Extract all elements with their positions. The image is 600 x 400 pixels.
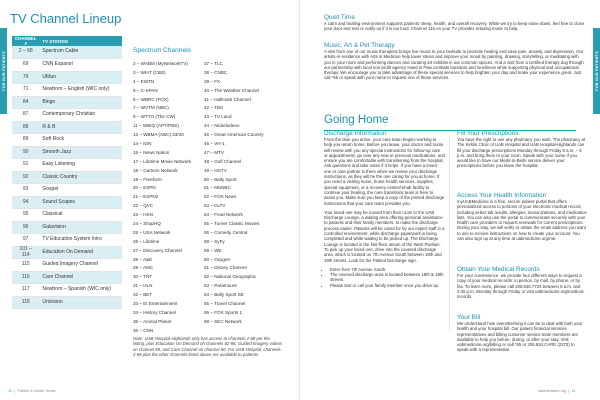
spectrum-channel: 7 – WVTM (NBC) xyxy=(133,105,169,111)
spectrum-channel: 14 – ION xyxy=(133,141,152,147)
table-row xyxy=(12,109,122,122)
table-row xyxy=(12,71,122,84)
spectrum-channel: 55 – Turner Classic Movies xyxy=(204,221,260,227)
table-row xyxy=(12,234,122,247)
spectrum-channel: 68 – SEC Network xyxy=(204,318,242,324)
list-item: • Please text or call your family member once you drive up. xyxy=(330,283,445,288)
table-row xyxy=(12,196,122,209)
station-name: Care Channel xyxy=(39,271,122,284)
spectrum-channel: 25 – USA Network xyxy=(133,229,171,235)
channel-number: 69 xyxy=(12,59,39,72)
side-tab-label: FOR OUR PATIENTS xyxy=(1,51,6,91)
spectrum-channel: 18 – Cartoon Network xyxy=(133,167,178,173)
spectrum-channel: 34 – History Channel xyxy=(133,309,176,315)
spectrum-heading: Spectrum Channels xyxy=(133,47,191,54)
spectrum-channel: 27 – Discovery Channel xyxy=(133,247,182,253)
station-name: Classical xyxy=(39,209,122,222)
health-info-text: myUABMedicine is a free, secure patient portal that offers personalized access to portions of your electronic medical record, including select lab results, allergies, immunizations, and medication lists. You can also use the portal to communicate securely with your health care providers or request renewals for current prescriptions. During your stay, we will verify or obtain the email address you want to use to receive instructions on how to create your account. You can also sign up at any time at uabmedicine.org/me. xyxy=(457,199,587,242)
spectrum-channel: 45 – Great American Country xyxy=(204,132,264,138)
quiet-time-heading: Quiet Time xyxy=(324,14,355,21)
spectrum-channel: 29 – AMC xyxy=(133,265,154,271)
spectrum-channel: 58 – SyFy xyxy=(204,238,225,244)
spectrum-channel: 64 – Bally Sport SE xyxy=(204,292,244,298)
column-divider xyxy=(449,135,450,331)
spectrum-channel: 61 – Disney Channel xyxy=(204,265,247,271)
spectrum-channel: 59 – WE xyxy=(204,247,222,253)
bill-section xyxy=(457,314,587,353)
station-name: Soft Rock xyxy=(39,134,122,147)
spectrum-channel: 6 – WBRC (FOX) xyxy=(133,96,169,102)
records-text: For your convenience, we provide four different ways to request a copy of your medical records: in person, by mail, by phone, or by fax. To learn more, please call 205.930.7724 between 8 a.m. and 4:30 p.m. Monday through Friday or visit uabmedicine.org/medical-records. xyxy=(457,273,585,300)
channel-number: 96 xyxy=(12,221,39,234)
channel-table xyxy=(12,36,122,309)
records-section xyxy=(457,266,587,299)
spectrum-channel: 47 – MTV xyxy=(204,149,224,155)
list-item: • Enter from 7th Avenue South. xyxy=(330,267,445,272)
spectrum-channel: 24 – ShopHQ xyxy=(133,221,161,227)
channel-number: 88 xyxy=(12,121,39,134)
table-row xyxy=(12,259,122,272)
channel-number: 93 xyxy=(12,184,39,197)
quiet-time-section xyxy=(324,14,586,32)
discharge-heading: Discharge Information xyxy=(324,130,387,137)
spectrum-channel: 17 – Lifetime Movie Network xyxy=(133,158,191,164)
music-therapy-text: A visit from one of our music therapists brings live music to your bedside to promote healing and ease pain, anxiety, and depression. Our artists-in-residence with Arts in Medicine help lower stress and improve your mood by painting, drawing, storytelling, or meditating with you in your room and performing dances and curating art exhibits in our common spaces. And a visit from a certified therapy dog through our partnership with local non-profit agency Hand in Paw combats boredom and loneliness while supporting physical and occupational therapy. We encourage you to take advantage of these special services to help brighten your day and make your experience great. Just call *55 or speak with your nurse to request one of these services. xyxy=(324,49,584,81)
spectrum-channel: 11 – WBIQ (APT/PBS) xyxy=(133,123,179,129)
spectrum-channel: 26 – Lifetime xyxy=(133,238,160,244)
channel-number: 97 xyxy=(12,234,39,247)
station-name: UMao xyxy=(39,71,122,84)
spectrum-channel: 23 – HSN xyxy=(133,212,153,218)
spectrum-channel: 13 – WBMA (ABC) 33/40 xyxy=(133,132,184,138)
health-info-section xyxy=(457,192,587,241)
left-footer: 10 | Patient & Visitor Guide xyxy=(8,389,56,393)
channel-number: 95 xyxy=(12,209,39,222)
spectrum-channel: 56 – Comedy Central xyxy=(204,229,248,235)
channel-number: 71 xyxy=(12,84,39,97)
spectrum-channel: 62 – National Geographic xyxy=(204,274,257,280)
spectrum-column-1 xyxy=(133,61,204,337)
channel-number: 70 xyxy=(12,71,39,84)
spectrum-channel: 22 – QVC xyxy=(133,203,154,209)
station-name: Univision xyxy=(39,296,122,309)
table-row xyxy=(12,134,122,147)
table-row xyxy=(12,121,122,134)
bill-text: We understand how overwhelming it can be to deal with both your health and your hospital bill. Our patient financial services representatives and billing customer service team members are available to help you before, during, or after your stay. Visit uabmedicine.org/billing or call *55 or 205.934.CARE (2273) to speak with a representative. xyxy=(457,321,583,353)
station-name: Classic Country xyxy=(39,171,122,184)
table-row xyxy=(12,59,122,72)
station-name: R & B xyxy=(39,121,122,134)
spectrum-channel: 9 – WTTO (The CW) xyxy=(133,114,176,120)
spectrum-channel: 51 – MSNBC xyxy=(204,185,231,191)
page-number: 11 xyxy=(571,389,576,393)
table-row xyxy=(12,271,122,284)
table-row xyxy=(12,296,122,309)
page-title: TV Channel Lineup xyxy=(10,11,122,26)
station-name: Gospel xyxy=(39,184,122,197)
prescriptions-heading: Fill Your Prescriptions xyxy=(457,130,519,137)
spectrum-channel: 40 – The Weather Channel xyxy=(204,87,259,93)
section-side-tab xyxy=(593,28,600,114)
spectrum-channel: 41 – Hallmark Channel xyxy=(204,96,251,102)
spectrum-channel: 21 – ESPN2 xyxy=(133,194,159,200)
channel-number: 101 – 114 xyxy=(12,246,39,259)
channel-number: 87 xyxy=(12,109,39,122)
station-name: Education On Demand xyxy=(39,246,122,259)
spectrum-channel: 37 – TLC xyxy=(204,61,223,66)
station-name: Newborn – Spanish (WIC only) xyxy=(39,284,122,297)
table-row xyxy=(12,96,122,109)
channel-number: 92 xyxy=(12,171,39,184)
station-name: Guided Imagery Channel xyxy=(39,259,122,272)
table-row xyxy=(12,246,122,259)
spectrum-channel-list xyxy=(133,61,275,337)
channel-number: 116 xyxy=(12,271,39,284)
table-row xyxy=(12,221,122,234)
spectrum-column-2 xyxy=(204,61,275,337)
channel-number: 91 xyxy=(12,159,39,172)
column-header-station: TV STATION xyxy=(39,36,122,46)
spectrum-channel: 39 – FX xyxy=(204,78,221,84)
channel-note: Note: UAB Hospital-Highlands only has access to channels 2-68 per the listing, plus Education On Demand on channels 82-86, Guided Imagery videos on channel 89, and Care Channel on channel 90. For UAB Hospital, channels 2-68 plus the other channels listed above are available to patients. xyxy=(133,336,283,358)
spectrum-channel: 53 – truTV xyxy=(204,203,226,209)
channel-number: 117 xyxy=(12,284,39,297)
spectrum-channel: 30 – TNT xyxy=(133,274,153,280)
channel-table-body xyxy=(12,46,122,309)
table-row xyxy=(12,284,122,297)
discharge-paragraph: From the time you arrive, your care team begins working to help you return home. Before you leave, your doctor and nurse will review with you any special instructions for follow-up care or appointments, go over any new or previous medications, and ensure you are comfortable with transitioning from the hospital. Ask questions and take notes if it helps. If you have a loved one or care partner is there when we review your discharge instructions, as they will be the one caring for you at home. If you need a visiting nurse, home health services, supplies, special equipment, or a recovery center/rehab facility to continue your healing, the care transitions team is here to assist you. Make sure you keep a copy of the printed discharge instructions that your care team provides you. xyxy=(324,137,445,206)
list-item: • The covered discharge area is located between 18th & 19th streets. xyxy=(330,272,445,283)
spectrum-channel: 65 – Travel Channel xyxy=(204,301,246,307)
right-footer: uabmedicine.org | 11 xyxy=(538,389,576,393)
spectrum-channel: 32 – BET xyxy=(133,292,153,298)
health-info-heading: Access Your Health Information xyxy=(457,192,547,199)
station-name: CNN Espanol xyxy=(39,59,122,72)
music-therapy-section xyxy=(324,42,586,81)
spectrum-channel: 2 – WABM (MyNetworkTV) xyxy=(133,61,188,66)
table-row xyxy=(12,184,122,197)
channel-number: 89 xyxy=(12,134,39,147)
station-name: Easy Listening xyxy=(39,159,122,172)
spectrum-channel: 28 – A&E xyxy=(133,256,153,262)
channel-number: 94 xyxy=(12,196,39,209)
channel-number: 84 xyxy=(12,96,39,109)
spectrum-channel: 20 – ESPN xyxy=(133,185,156,191)
spectrum-channel: 44 – Nickelodeon xyxy=(204,123,240,129)
table-row xyxy=(12,171,122,184)
going-home-title: Going Home xyxy=(324,114,389,126)
table-header-row xyxy=(12,36,122,46)
spectrum-channel: 66 – FOX Sports 1 xyxy=(204,309,243,315)
spectrum-channel: 42 – TBS xyxy=(204,105,224,111)
guide-name: Patient & Visitor Guide xyxy=(17,389,56,393)
side-tab-label: FOR OUR PATIENTS xyxy=(594,51,599,91)
spectrum-channel: 31 – HLN xyxy=(133,283,153,289)
prescriptions-text: You have the right to use any pharmacy you wish. The pharmacy at The Kirklin Clinic of UAB Hospital and UAB Hospital-Highlands can fill your discharge prescriptions Monday through Friday 8 a.m. – 6 p.m. and bring them to your room. Speak with your nurse if you would like to have our Meds-to-Beds service deliver your prescriptions before you leave the hospital. xyxy=(457,137,586,169)
quiet-time-text: A calm and healing environment supports patients' sleep, health, and overall recovery. While we try to keep noise down, feel free to close your door and rest or notify us if it is too loud. Channel 116 on your TV provides relaxing music to help. xyxy=(324,21,585,32)
page-number: 10 xyxy=(8,389,13,393)
spectrum-channel: 15 – News Nation xyxy=(133,149,170,155)
prescriptions-section xyxy=(457,130,587,169)
table-row xyxy=(12,209,122,222)
spectrum-channel: 3 – WIAT (CBS) xyxy=(133,69,166,75)
channel-number: 2 – 68 xyxy=(12,46,39,59)
station-name: Sound Scapes xyxy=(39,196,122,209)
spectrum-channel: 60 – Oxygen xyxy=(204,256,231,262)
station-name: Spectrum Cable xyxy=(39,46,122,59)
records-heading: Obtain Your Medical Records xyxy=(457,266,540,273)
spectrum-channel: 54 – Food Network xyxy=(204,212,243,218)
discharge-paragraph: Your loved one may be moved from their room to the UAB Discharge Lounge, a waiting area offering personal assistance to patients and their family members, to make the discharge process easier. Patients will be cared for by our expert staff in a controlled environment, while discharge paperwork is being completed and while waiting to be picked up. The Discharge Lounge is located in the first-floor atrium of the West Pavilion. To pick up your loved one, drive into the covered discharge area, which is located on 7th Avenue South between 18th and 19th streets. Look for the Patient Discharge sign. xyxy=(324,209,445,263)
spectrum-channel: 49 – HGTV xyxy=(204,167,227,173)
spectrum-channel: 35 – Animal Planet xyxy=(133,318,172,324)
discharge-bullets xyxy=(330,267,445,288)
station-name: Galavision xyxy=(39,221,122,234)
section-side-tab xyxy=(0,28,7,114)
spectrum-channel: 5 – C-SPAN xyxy=(133,87,158,93)
spectrum-channel: 48 – Golf Channel xyxy=(204,158,242,164)
spectrum-channel: 33 – E! Entertainment xyxy=(133,301,178,307)
table-row xyxy=(12,146,122,159)
spectrum-channel: 36 – CNN xyxy=(133,327,154,333)
spectrum-channel: 63 – Paramount xyxy=(204,283,237,289)
music-therapy-heading: Music, Art & Pet Therapy xyxy=(324,42,395,49)
spectrum-channel: 19 – Freeform xyxy=(133,176,162,182)
station-name: Newborn – English (WIC only) xyxy=(39,84,122,97)
station-name: Bingo xyxy=(39,96,122,109)
discharge-section xyxy=(324,130,445,291)
table-row xyxy=(12,84,122,97)
spectrum-channel: 38 – CNBC xyxy=(204,69,228,75)
spectrum-channel: 46 – VH-1 xyxy=(204,141,225,147)
channel-number: 90 xyxy=(12,146,39,159)
footer-url: uabmedicine.org xyxy=(538,389,567,393)
bill-heading: Your Bill xyxy=(457,314,481,321)
channel-number: 115 xyxy=(12,259,39,272)
spectrum-channel: 43 – TV Land xyxy=(204,114,232,120)
station-name: Smooth Jazz xyxy=(39,146,122,159)
table-row xyxy=(12,46,122,59)
spectrum-channel: 4 – EWTN xyxy=(133,78,155,84)
spectrum-channel: 52 – FOX News xyxy=(204,194,237,200)
spectrum-channel: 50 – Bally Sport xyxy=(204,176,237,182)
table-row xyxy=(12,159,122,172)
column-header-channel: CHANNEL # xyxy=(12,36,39,46)
discharge-text xyxy=(324,137,445,263)
station-name: Contemporary Christian xyxy=(39,109,122,122)
channel-number: 118 xyxy=(12,296,39,309)
station-name: TV Education System Intro xyxy=(39,234,122,247)
